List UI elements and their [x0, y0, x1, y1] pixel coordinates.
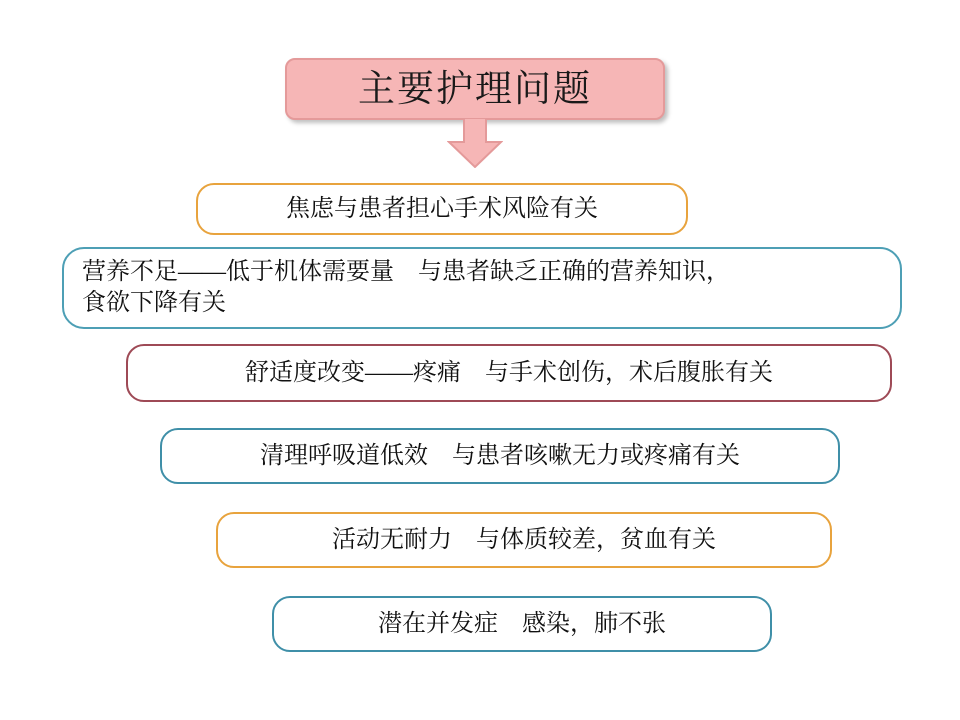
problem-box-complication: [272, 596, 772, 652]
problem-text: 清理呼吸道低效 与患者咳嗽无力或疼痛有关: [260, 442, 740, 469]
problem-box-airway: [160, 428, 840, 484]
problem-box-activity: [216, 512, 832, 568]
problem-text: 舒适度改变——疼痛 与手术创伤，术后腹胀有关: [245, 359, 773, 386]
arrow-down-icon: [447, 118, 503, 168]
problem-text-line2: 食欲下降有关: [82, 290, 226, 316]
title-banner: [285, 58, 665, 120]
problem-text: 潜在并发症 感染，肺不张: [378, 610, 666, 637]
problem-box-anxiety: [196, 183, 688, 235]
problem-text-line1: 营养不足——低于机体需要量 与患者缺乏正确的营养知识，: [82, 259, 730, 286]
problem-text: 活动无耐力 与体质较差，贫血有关: [332, 526, 716, 553]
page-title: 主要护理问题: [358, 68, 592, 110]
problem-text: 焦虑与患者担心手术风险有关: [286, 195, 598, 222]
problem-box-comfort: [126, 344, 892, 402]
problem-box-nutrition: [62, 247, 902, 329]
